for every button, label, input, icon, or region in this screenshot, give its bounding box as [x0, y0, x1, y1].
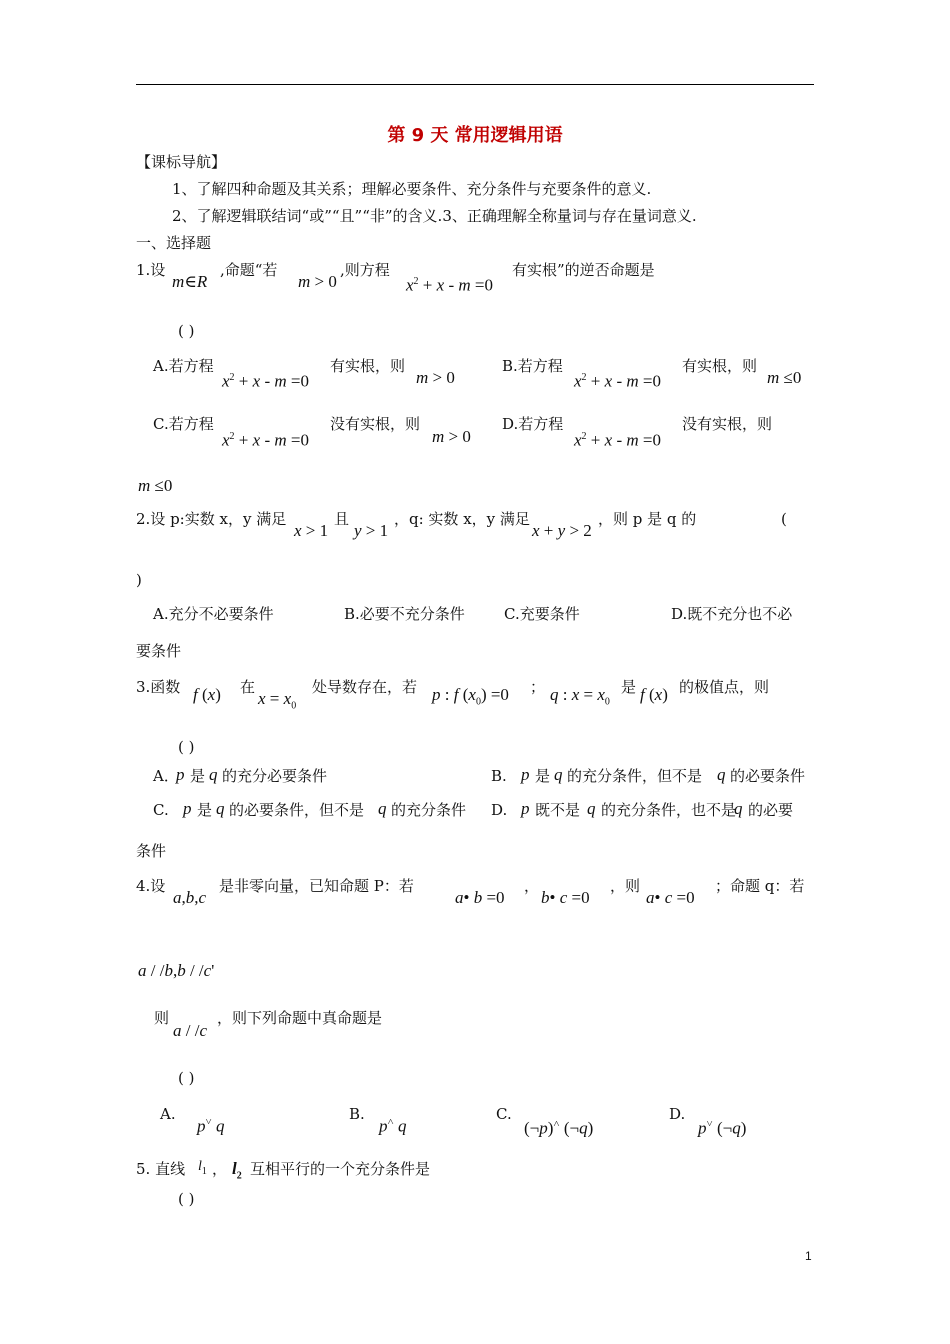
- math-equation: $x^2 + x - m =0$: [574, 430, 661, 450]
- q3-option-b-text: 的充分条件，但不是: [567, 767, 703, 785]
- math-b-dot-c: b• c =0: [541, 888, 590, 907]
- math-q: q: [734, 799, 743, 818]
- answer-paren: ( ): [178, 322, 195, 340]
- math-equation: $x^2 + x - m =0$: [222, 371, 309, 391]
- q5-text: ，: [212, 1160, 228, 1178]
- math-q-def: q : $x = x_0$: [550, 685, 610, 708]
- math-a-par-b-b-par-c: a / /b,b / /c': [138, 961, 215, 980]
- math-not-p-and-not-q: (¬p)˄ (¬q): [524, 1118, 594, 1138]
- q2-option-d-cont: 要条件: [136, 642, 182, 660]
- q2-option-c: C.充要条件: [504, 605, 580, 623]
- q3-option-c: C.: [153, 801, 169, 819]
- q3-option-b: B.: [491, 767, 507, 785]
- q3-text: 处导数存在，若: [312, 678, 418, 696]
- math-p-and-q: p˄ q: [379, 1116, 407, 1136]
- math-m-le-0: m ≤0: [138, 476, 173, 495]
- math-equation: $x^2 + x - m =0$: [406, 275, 493, 295]
- q3-text: 是: [621, 678, 637, 696]
- math-x-eq-x0: $x = x_0$: [258, 689, 297, 712]
- math-p: p: [176, 765, 185, 784]
- q3-option-d-text: 的充分条件，也不是: [601, 801, 737, 819]
- q4-text: 是非零向量，已知命题 P：若: [219, 877, 414, 895]
- math-q: q: [378, 799, 387, 818]
- q1-option-d-text: 没有实根，则: [682, 415, 773, 433]
- q4-text: 4.设: [136, 877, 166, 895]
- guide-line-1: 1、了解四种命题及其关系；理解必要条件、充分条件与充要条件的意义.: [172, 180, 652, 198]
- q3-option-d-text: 的必要: [748, 801, 794, 819]
- q2-option-b: B.必要不充分条件: [344, 605, 465, 623]
- q1-option-c-text: 没有实根，则: [330, 415, 421, 433]
- math-equation: $x^2 + x - m =0$: [222, 430, 309, 450]
- q4-text: ；命题 q：若: [715, 877, 805, 895]
- q3-option-a: A．: [153, 767, 179, 785]
- math-p: p: [521, 765, 530, 784]
- q3-option-c-text: 的必要条件，但不是: [229, 801, 365, 819]
- q4-text: ，: [524, 877, 540, 895]
- q3-option-d-text: 既不是: [535, 801, 581, 819]
- q1-text: 有实根”的逆否命题是: [512, 261, 655, 279]
- math-m-gt-0: m > 0: [432, 427, 471, 446]
- q2-text: ，q: 实数 x，y 满足: [394, 510, 530, 528]
- math-a-dot-b: a• b =0: [455, 888, 505, 907]
- q3-option-c-text: 的充分条件: [391, 801, 467, 819]
- math-q: q: [587, 799, 596, 818]
- math-l1: $l_1$: [198, 1159, 207, 1177]
- math-a-dot-c: a• c =0: [646, 888, 695, 907]
- q4-option-d: D.: [669, 1105, 686, 1123]
- q3-option-a-text: 的充分必要条件: [222, 767, 328, 785]
- q3-text: 的极值点，则: [679, 678, 770, 696]
- q4-option-c: C.: [496, 1105, 512, 1123]
- math-q: q: [216, 799, 225, 818]
- q1-text: 1.设: [136, 261, 166, 279]
- q1-option-b: B.若方程: [502, 357, 563, 375]
- q3-text: 3.函数: [136, 678, 181, 696]
- header-rule: [136, 84, 814, 85]
- answer-paren: (: [781, 510, 787, 528]
- q3-option-d-cont: 条件: [136, 842, 167, 860]
- math-p-def: p : f $(x_0) =0$: [432, 685, 509, 708]
- q5-text: 互相平行的一个充分条件是: [250, 1160, 431, 1178]
- q3-text: ；: [530, 678, 546, 696]
- q2-option-d: D.既不充分也不必: [671, 605, 793, 623]
- math-q: q: [717, 765, 726, 784]
- math-m-gt-0: m > 0: [298, 272, 337, 291]
- q1-option-d: D.若方程: [502, 415, 564, 433]
- math-x-gt-1: x > 1: [294, 521, 329, 540]
- q1-option-a: A.若方程: [153, 357, 214, 375]
- page-number: 1: [805, 1249, 812, 1263]
- section-heading: 一、选择题: [136, 234, 212, 252]
- page-title: 第 9 天 常用逻辑用语: [387, 125, 563, 146]
- math-m-gt-0: m > 0: [416, 368, 455, 387]
- q3-text: 在: [240, 678, 256, 696]
- q4-text: ，则下列命题中真命题是: [217, 1009, 383, 1027]
- q2-option-a: A.充分不必要条件: [153, 605, 274, 623]
- answer-paren: ( ): [178, 1190, 195, 1208]
- math-q: q: [554, 765, 563, 784]
- q3-option-c-text: 是: [197, 801, 213, 819]
- guide-heading: 【课标导航】: [136, 153, 227, 171]
- answer-paren: ): [136, 571, 142, 589]
- q3-option-b-text: 的必要条件: [730, 767, 806, 785]
- q1-option-b-text: 有实根，则: [682, 357, 758, 375]
- math-q: q: [209, 765, 218, 784]
- guide-line-2: 2、了解逻辑联结词“或”“且”“非”的含义.3、正确理解全称量词与存在量词意义.: [172, 207, 697, 225]
- q3-option-b-text: 是: [535, 767, 551, 785]
- q1-text: ,命题“若: [220, 261, 278, 279]
- q4-text: ，则: [610, 877, 641, 895]
- math-p: p: [183, 799, 192, 818]
- math-a-par-c: a / /c: [173, 1021, 207, 1040]
- math-x-plus-y-gt-2: x + y > 2: [532, 521, 592, 540]
- q4-option-b: B.: [349, 1105, 365, 1123]
- math-f-x: f (x): [193, 685, 221, 704]
- math-p-or-not-q: p˅ (¬q): [698, 1118, 747, 1138]
- math-abc: a,b,c: [173, 888, 207, 907]
- q4-text: 则: [154, 1009, 170, 1027]
- answer-paren: ( ): [178, 738, 195, 756]
- q4-option-a: A.: [160, 1105, 176, 1123]
- q1-option-c: C.若方程: [153, 415, 214, 433]
- math-y-gt-1: y > 1: [354, 521, 389, 540]
- q2-text: 且: [334, 510, 350, 528]
- q2-text: ，则 p 是 q 的: [598, 510, 697, 528]
- math-equation: $x^2 + x - m =0$: [574, 371, 661, 391]
- math-f-x: f (x): [640, 685, 668, 704]
- math-p: p: [521, 799, 530, 818]
- q5-text: 5. 直线: [136, 1160, 186, 1178]
- math-m-in-r: m∈R: [172, 272, 208, 291]
- q1-text: ,则方程: [340, 261, 390, 279]
- q3-option-a-text: 是: [190, 767, 206, 785]
- math-l2: $l_2$: [232, 1159, 242, 1182]
- answer-paren: ( ): [178, 1069, 195, 1087]
- q2-text: 2.设 p:实数 x，y 满足: [136, 510, 287, 528]
- math-m-le-0: m ≤0: [767, 368, 802, 387]
- q1-option-a-text: 有实根，则: [330, 357, 406, 375]
- q3-option-d: D.: [491, 801, 508, 819]
- math-p-or-q: p˅ q: [197, 1116, 225, 1136]
